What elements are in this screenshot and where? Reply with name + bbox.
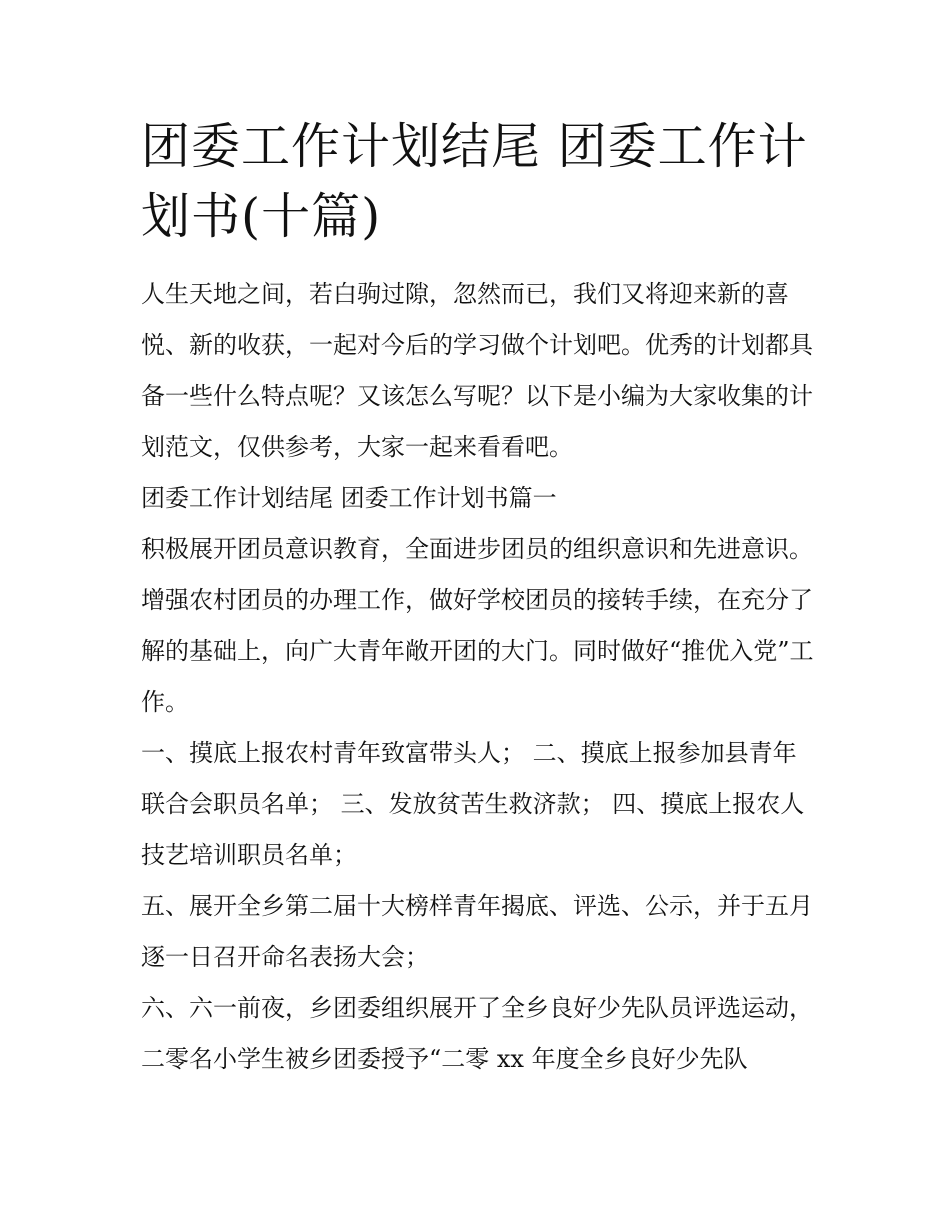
list-paragraph: 六、六一前夜，乡团委组织展开了全乡良好少先队员评选运动，二零名小学生被乡团委授予“二零 xx 年度全乡良好少先队 — [141, 994, 813, 1073]
document-body — [141, 112, 816, 1085]
body-paragraph: 积极展开团员意识教育，全面进步团员的组织意识和先进意识。增强农村团员的办理工作，做好学校团员的接转手续，在充分了解的基础上，向广大青年敞开团的大门。同时做好“推优入党”工作。 — [141, 535, 814, 716]
list-paragraph: 一、摸底上报农村青年致富带头人； 二、摸底上报参加县青年联合会职员名单； 三、发放贫苦生救济款； 四、摸底上报农人技艺培训职员名单； — [141, 739, 805, 869]
document-title: 团委工作计划结尾 团委工作计划书(十篇) — [141, 118, 808, 245]
section-heading: 团委工作计划结尾 团委工作计划书篇一 — [141, 484, 557, 512]
list-paragraph: 五、展开全乡第二届十大榜样青年揭底、评选、公示，并于五月逐一日召开命名表扬大会； — [141, 892, 813, 971]
intro-paragraph: 人生天地之间，若白驹过隙，忽然而已，我们又将迎来新的喜悦、新的收获，一起对今后的学习做个计划吧。优秀的计划都具备一些什么特点呢？又该怎么写呢？以下是小编为大家收集的计划范文，仅供参考，大家一起来看看吧。 — [141, 280, 813, 461]
